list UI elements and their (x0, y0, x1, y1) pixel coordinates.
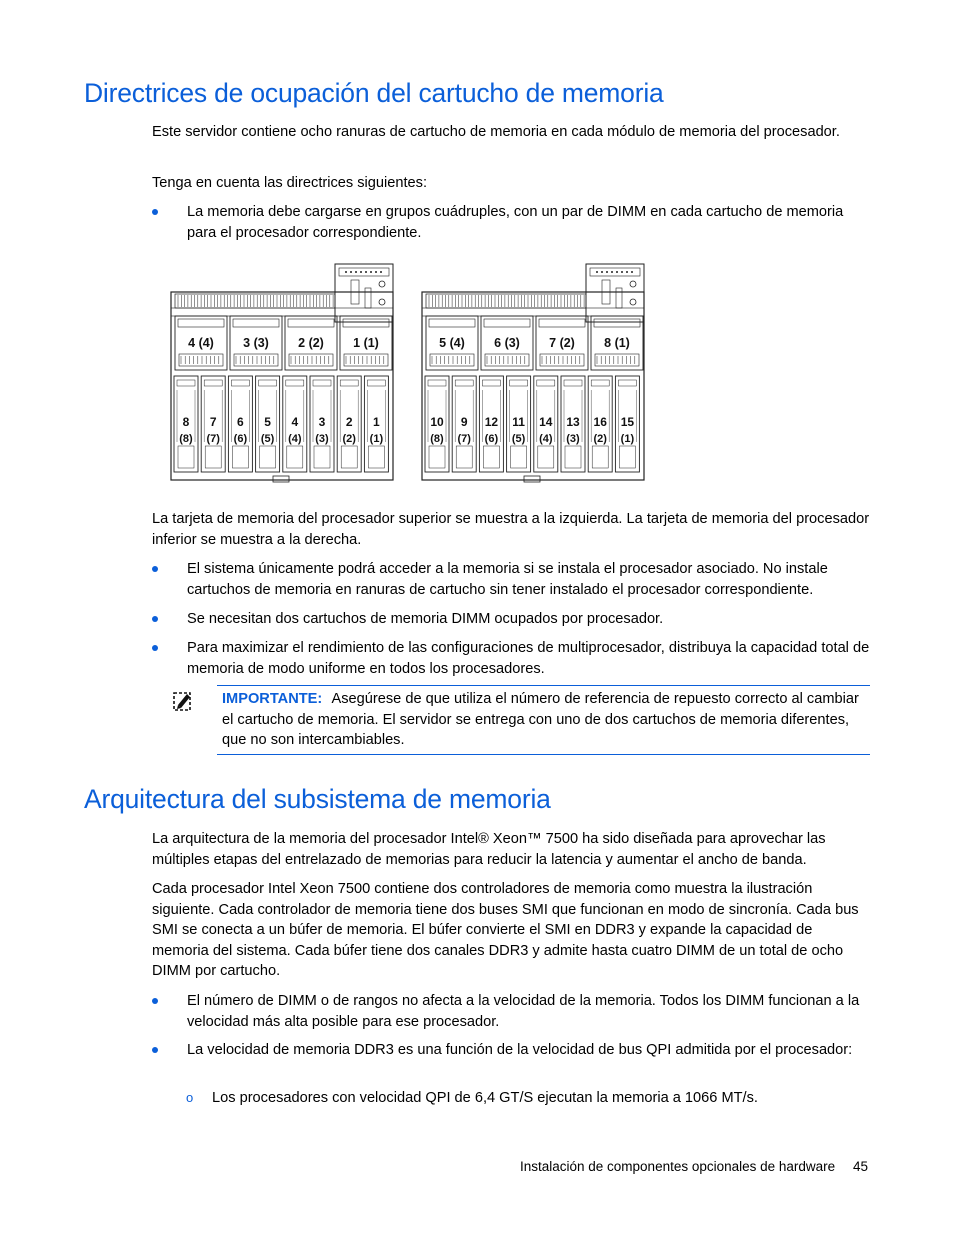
dimm-slot-index: (3) (566, 433, 580, 445)
dimm-slot-index: (5) (511, 433, 526, 445)
dimm-slot-index: (4) (288, 433, 302, 445)
important-text: Asegúrese de que utiliza el número de referencia de repuesto correcto al cambiar el cartucho de memoria. El servidor se entrega con uno de dos cartuchos de memoria diferentes, que no son intercambiables. (222, 691, 859, 749)
bullet-item: Se necesitan dos cartuchos de memoria DIMM ocupados por procesador. (152, 609, 872, 630)
dimm-slot-index: (8) (430, 433, 444, 445)
cartridge-label: 4 (4) (188, 336, 214, 350)
dimm-slot-number: 8 (182, 415, 190, 429)
dimm-slot-index: (7) (206, 433, 220, 445)
important-label: IMPORTANTE: (222, 691, 323, 707)
dimm-slot-number: 11 (512, 415, 525, 429)
bullet-item: El número de DIMM o de rangos no afecta a la velocidad de la memoria. Todos los DIMM funcionan a la velocidad más alta posible para ese procesador. (152, 991, 872, 1032)
section-title-memory-architecture: Arquitectura del subsistema de memoria (84, 784, 551, 814)
dimm-slot-number: 4 (291, 415, 299, 429)
intro-paragraph: Este servidor contiene ocho ranuras de cartucho de memoria en cada módulo de memoria del procesador. (152, 124, 840, 140)
dimm-slot-index: (7) (457, 433, 471, 445)
dimm-slot-index: (6) (233, 433, 248, 445)
bullet-item: Para maximizar el rendimiento de las configuraciones de multiprocesador, distribuya la capacidad total de memoria de modo uniforme en todos los procesadores. (152, 638, 872, 679)
dimm-slot-number: 15 (620, 415, 635, 429)
dimm-slot-number: 7 (209, 415, 217, 429)
page-footer (520, 1159, 868, 1174)
dimm-slot-number: 5 (264, 415, 271, 429)
memory-board-diagram-right (420, 262, 646, 484)
dimm-slot-index: (5) (260, 433, 275, 445)
guidelines-intro: Tenga en cuenta las directrices siguientes: (152, 175, 428, 191)
important-note-icon (172, 690, 194, 712)
memory-board-diagram-left (169, 262, 395, 484)
architecture-paragraph: La arquitectura de la memoria del procesador Intel® Xeon™ 7500 ha sido diseñada para aprovechar las múltiples etapas del entrelazado de memorias para reducir la latencia y aumentar el ancho de banda. (152, 831, 826, 868)
dimm-slot-number: 10 (430, 415, 444, 429)
diagram-caption: La tarjeta de memoria del procesador superior se muestra a la izquierda. La tarjeta de memoria del procesador inferior se muestra a la derecha. (152, 511, 870, 548)
dimm-slot-number: 9 (460, 415, 468, 429)
bullet-item: La memoria debe cargarse en grupos cuádruples, con un par de DIMM en cada cartucho de memoria para el procesador correspondiente. (152, 202, 872, 243)
page-number: 45 (852, 1159, 868, 1174)
dimm-slot-index: (6) (484, 433, 499, 445)
dimm-slot-number: 16 (593, 415, 607, 429)
dimm-slot-number: 14 (539, 415, 553, 429)
dimm-slot-index: (2) (342, 433, 356, 445)
footer-text: Instalación de componentes opcionales de hardware (519, 1159, 836, 1174)
cartridge-label: 3 (3) (243, 336, 269, 350)
cartridge-label: 6 (3) (494, 336, 520, 350)
bullet-item: El sistema únicamente podrá acceder a la memoria si se instala el procesador asociado. No instale cartuchos de memoria en ranuras de cartucho sin tener instalado el procesador correspondiente. (152, 559, 872, 600)
architecture-paragraph-2: Cada procesador Intel Xeon 7500 contiene dos controladores de memoria como muestra la ilustración siguiente. Cada controlador de memoria tiene dos buses SMI que funcionan en modo de sincronía. Cada bus SMI se conecta a un búfer de memoria. El búfer convierte el SMI en DDR3 y expande la capacidad de memoria del sistema. Cada búfer tiene dos canales DDR3 y admite hasta cuatro DIMM de un total de ocho DIMM por cartucho. (152, 881, 859, 980)
bullet-item: La velocidad de memoria DDR3 es una función de la velocidad de bus QPI admitida por el procesador: (152, 1040, 872, 1061)
bullet-icon (152, 616, 158, 622)
dimm-slot-index: (4) (539, 433, 553, 445)
cartridge-label: 8 (1) (604, 336, 630, 350)
sub-bullet-icon: o (186, 1090, 194, 1105)
bullet-icon (152, 566, 158, 572)
cartridge-label: 1 (1) (353, 336, 379, 350)
dimm-slot-number: 6 (237, 415, 244, 429)
dimm-slot-index: (1) (620, 433, 635, 445)
bullet-icon (152, 1047, 158, 1053)
dimm-slot-index: (8) (179, 433, 193, 445)
bullet-icon (152, 998, 158, 1004)
dimm-slot-number: 12 (484, 415, 499, 429)
dimm-slot-number: 13 (566, 415, 580, 429)
dimm-slot-number: 2 (345, 415, 353, 429)
cartridge-label: 5 (4) (439, 336, 465, 350)
dimm-slot-index: (1) (369, 433, 384, 445)
sub-bullet-item: o Los procesadores con velocidad QPI de 6,4 GT/S ejecutan la memoria a 1066 MT/s. (186, 1088, 866, 1109)
cartridge-label: 7 (2) (549, 336, 575, 350)
dimm-slot-index: (2) (593, 433, 607, 445)
dimm-slot-index: (3) (315, 433, 329, 445)
important-note (217, 685, 870, 755)
cartridge-label: 2 (2) (298, 336, 324, 350)
dimm-slot-number: 1 (373, 415, 380, 429)
bullet-icon (152, 209, 158, 215)
bullet-icon (152, 645, 158, 651)
dimm-slot-number: 3 (318, 415, 326, 429)
section-title-cartridge-guidelines: Directrices de ocupación del cartucho de memoria (84, 78, 664, 108)
